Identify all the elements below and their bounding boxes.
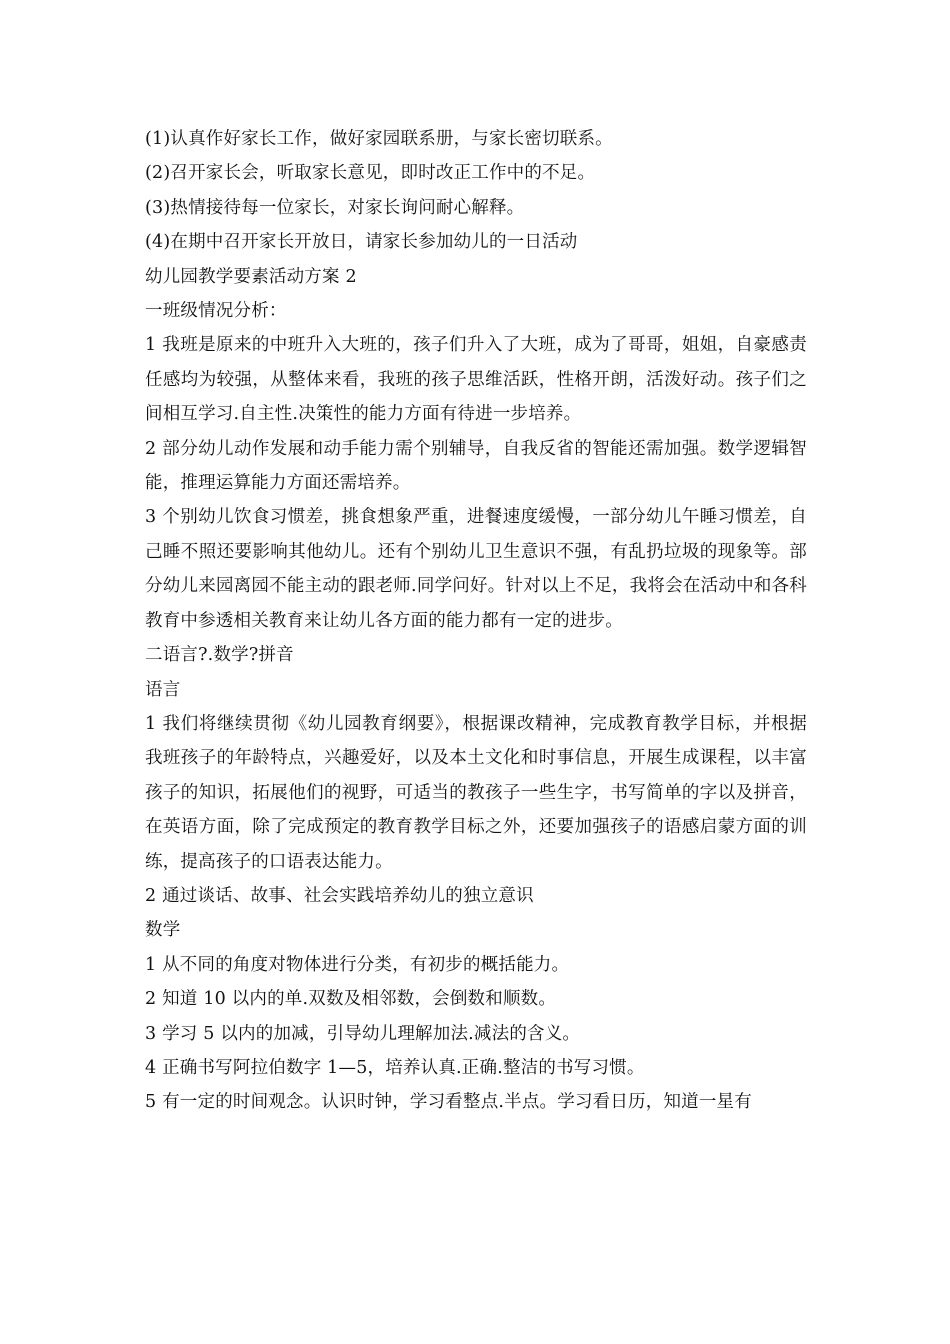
- paragraph-language-1: 1 我们将继续贯彻《幼儿园教育纲要》，根据课改精神，完成教育教学目标，并根据我班孩子的年龄特点，兴趣爱好，以及本土文化和时事信息，开展生成课程，以丰富孩子的知识，拓展他们的视野，可适当的教孩子一些生字，书写简单的字以及拼音，在英语方面，除了完成预定的教育教学目标之外，还要加强孩子的语感启蒙方面的训练，提高孩子的口语表达能力。: [145, 713, 807, 872]
- paragraph-math-4: 4 正确书写阿拉伯数字 1—5，培养认真.正确.整洁的书写习惯。: [145, 1057, 645, 1078]
- paragraph-math-3: 3 学习 5 以内的加减，引导幼儿理解加法.减法的含义。: [145, 1023, 581, 1044]
- paragraph-parent-work-1: (1)认真作好家长工作，做好家园联系册，与家长密切联系。: [145, 129, 613, 149]
- heading-class-analysis: 一班级情况分析：: [145, 301, 287, 322]
- paragraph-parent-work-2: (2)召开家长会，听取家长意见，即时改正工作中的不足。: [145, 163, 596, 184]
- paragraph-math-5: 5 有一定的时间观念。认识时钟，学习看整点.半点。学习看日历，知道一星有: [145, 1092, 752, 1113]
- paragraph-parent-work-4: (4)在期中召开家长开放日，请家长参加幼儿的一日活动: [145, 232, 578, 253]
- heading-language-math-pinyin: 二语言?.数学?拼音: [145, 645, 294, 666]
- paragraph-analysis-2: 2 部分幼儿动作发展和动手能力需个别辅导，自我反省的智能还需加强。数学逻辑智能，推理运算能力方面还需培养。: [145, 438, 807, 494]
- paragraph-language-2: 2 通过谈话、故事、社会实践培养幼儿的独立意识: [145, 885, 534, 906]
- paragraph-math-1: 1 从不同的角度对物体进行分类，有初步的概括能力。: [145, 954, 570, 975]
- paragraph-analysis-3: 3 个别幼儿饮食习惯差，挑食想象严重，进餐速度缓慢，一部分幼儿午睡习惯差，自己睡不照还要影响其他幼儿。还有个别幼儿卫生意识不强，有乱扔垃圾的现象等。部分幼儿来园离园不能主动的跟老师.同学问好。针对以上不足，我将会在活动中和各科教育中参透相关教育来让幼儿各方面的能力都有一定的进步。: [145, 507, 807, 631]
- section-title-plan-2: 幼儿园教学要素活动方案 2: [145, 266, 357, 287]
- document-body: [145, 122, 807, 1120]
- heading-language: 语言: [145, 679, 181, 700]
- paragraph-parent-work-3: (3)热情接待每一位家长，对家长询问耐心解释。: [145, 197, 525, 218]
- paragraph-math-2: 2 知道 10 以内的单.双数及相邻数，会倒数和顺数。: [145, 989, 557, 1010]
- heading-math: 数学: [145, 920, 181, 941]
- paragraph-analysis-1: 1 我班是原来的中班升入大班的，孩子们升入了大班，成为了哥哥，姐姐，自豪感责任感均为较强，从整体来看，我班的孩子思维活跃，性格开朗，活泼好动。孩子们之间相互学习.自主性.决策性的能力方面有待进一步培养。: [145, 335, 807, 425]
